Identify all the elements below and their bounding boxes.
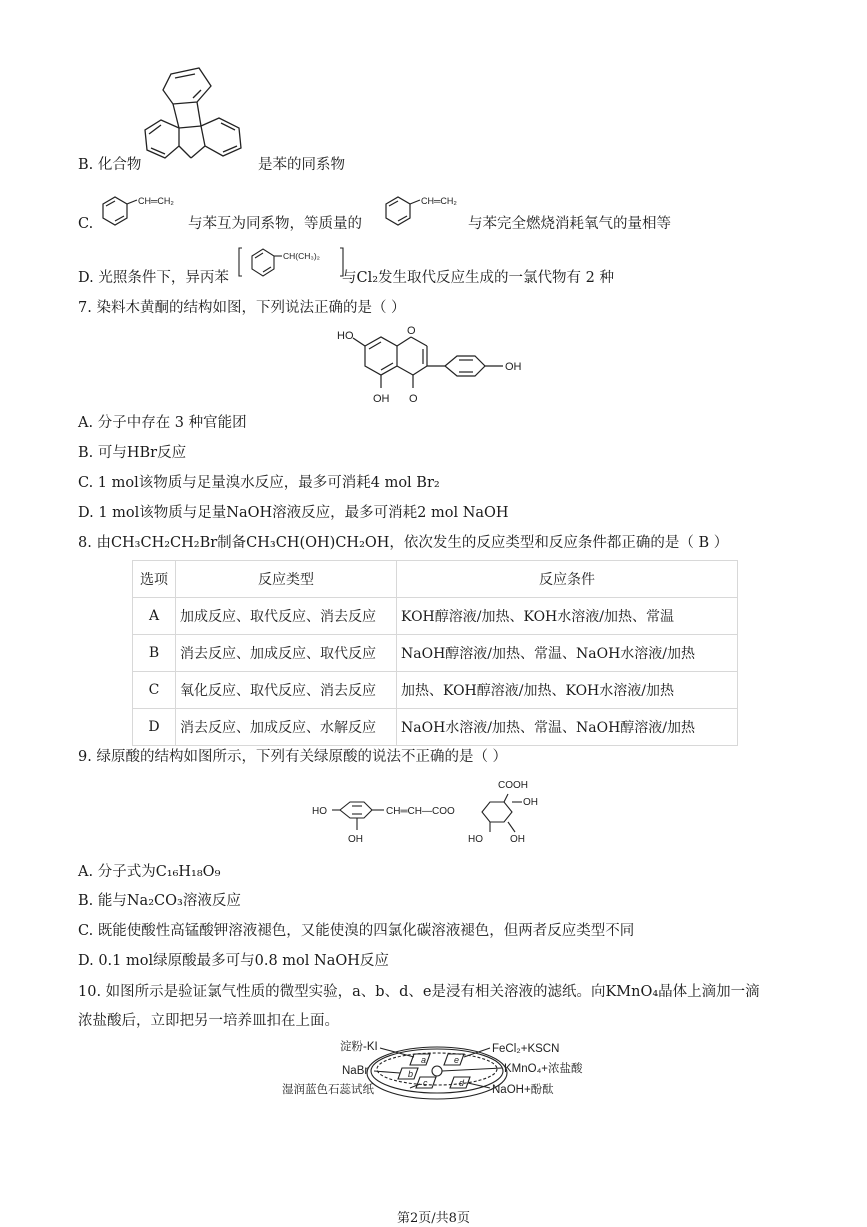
- row-reaction-condition: KOH醇溶液/加热、KOH水溶液/加热、常温: [397, 598, 738, 635]
- q6-option-d-label: D. 光照条件下，异丙苯: [78, 270, 229, 286]
- naoh-phenolphthalein-label: NaOH+酚酞: [492, 1084, 554, 1096]
- cumene-substituent-label: CH(CH₃)₂: [283, 251, 320, 261]
- q6-option-b-label: B. 化合物: [78, 157, 142, 173]
- q6-option-d-text: 与Cl₂发生取代反应生成的一氯代物有 2 种: [342, 270, 614, 286]
- q8-stem: 8. 由CH₃CH₂CH₂Br制备CH₃CH(OH)CH₂OH，依次发生的反应类型和反应条件都正确的是（ B ）: [78, 535, 729, 551]
- header-reaction-condition: 反应条件: [397, 561, 738, 598]
- litmus-paper-label: 湿润蓝色石蕊试纸: [282, 1084, 374, 1096]
- q9-option-c: C. 既能使酸性高锰酸钾溶液褪色，又能使溴的四氯化碳溶液褪色，但两者反应类型不同: [78, 923, 635, 939]
- row-reaction-condition: 加热、KOH醇溶液/加热、KOH水溶液/加热: [397, 672, 738, 709]
- q6-option-c-label: C.: [78, 216, 94, 232]
- genistein-oh-bottom-label: OH: [373, 393, 390, 405]
- q9-option-a: A. 分子式为C₁₆H₁₈O₉: [78, 864, 221, 880]
- genistein-ring-o-label: O: [407, 325, 416, 337]
- dish-letter-c: c: [423, 1078, 428, 1088]
- fecl2-kscn-label: FeCl₂+KSCN: [492, 1043, 560, 1055]
- kmno4-hcl-label: KMnO₄+浓盐酸: [504, 1063, 583, 1075]
- chlorogenic-acid-structure: [310, 772, 550, 850]
- q9-option-b: B. 能与Na₂CO₃溶液反应: [78, 893, 241, 909]
- row-option: B: [133, 635, 176, 672]
- table-header-row: [133, 561, 738, 598]
- q9-stem: 9. 绿原酸的结构如图所示，下列有关绿原酸的说法不正确的是（ ）: [78, 749, 508, 765]
- q7-option-b: B. 可与HBr反应: [78, 445, 187, 461]
- q6-option-c-text1: 与苯互为同系物，等质量的: [188, 216, 362, 232]
- cumene-structure: [236, 244, 346, 280]
- dish-letter-a: a: [421, 1055, 427, 1065]
- dish-letter-d: d: [459, 1078, 465, 1088]
- dish-letter-e: e: [454, 1055, 460, 1065]
- chlorogenic-oh-right-label: OH: [523, 797, 538, 808]
- genistein-carbonyl-o-label: O: [409, 393, 418, 405]
- table-row: [133, 598, 738, 635]
- header-reaction-type: 反应类型: [176, 561, 397, 598]
- page-number-footer: 第2页/共8页: [397, 1211, 470, 1226]
- row-reaction-condition: NaOH醇溶液/加热、常温、NaOH水溶液/加热: [397, 635, 738, 672]
- q6-option-c-text2: 与苯完全燃烧消耗氧气的量相等: [468, 216, 671, 232]
- dish-letter-b: b: [408, 1069, 414, 1079]
- row-option: D: [133, 709, 176, 746]
- genistein-ho-label: HO: [337, 330, 354, 342]
- row-reaction-type: 加成反应、取代反应、消去反应: [176, 598, 397, 635]
- row-option: C: [133, 672, 176, 709]
- row-reaction-type: 消去反应、加成反应、取代反应: [176, 635, 397, 672]
- header-option: 选项: [133, 561, 176, 598]
- styrene-structure: [95, 192, 190, 232]
- chlorogenic-ho-bottom-label: HO: [468, 834, 483, 845]
- starch-ki-label: 淀粉-KI: [340, 1041, 378, 1053]
- q8-options-table: [132, 560, 738, 746]
- chlorogenic-oh-bottom-right-label: OH: [510, 834, 525, 845]
- row-option: A: [133, 598, 176, 635]
- chlorogenic-oh-bottom-label: OH: [348, 834, 363, 845]
- chlorogenic-ho-left-label: HO: [312, 806, 327, 817]
- q7-option-d: D. 1 mol该物质与足量NaOH溶液反应，最多可消耗2 mol NaOH: [78, 505, 509, 521]
- styrene-substituent-label: CH═CH₂: [138, 196, 174, 206]
- row-reaction-type: 消去反应、加成反应、水解反应: [176, 709, 397, 746]
- chlorogenic-cooh-label: COOH: [498, 780, 528, 791]
- q7-option-c: C. 1 mol该物质与足量溴水反应，最多可消耗4 mol Br₂: [78, 475, 440, 491]
- triptycene-structure: [135, 62, 265, 172]
- genistein-structure: [335, 320, 535, 410]
- styrene-structure-2: [378, 192, 473, 232]
- table-row: [133, 672, 738, 709]
- table-row: [133, 709, 738, 746]
- row-reaction-type: 氧化反应、取代反应、消去反应: [176, 672, 397, 709]
- genistein-oh-right-label: OH: [505, 361, 522, 373]
- row-reaction-condition: NaOH水溶液/加热、常温、NaOH醇溶液/加热: [397, 709, 738, 746]
- q7-stem: 7. 染料木黄酮的结构如图，下列说法正确的是（ ）: [78, 300, 406, 316]
- petri-dish-diagram: [280, 1035, 600, 1110]
- q9-option-d: D. 0.1 mol绿原酸最多可与0.8 mol NaOH反应: [78, 953, 389, 969]
- q7-option-a: A. 分子中存在 3 种官能团: [78, 415, 247, 431]
- q6-option-b-text: 是苯的同系物: [258, 157, 345, 173]
- q10-stem-line2: 浓盐酸后，立即把另一培养皿扣在上面。: [78, 1013, 339, 1029]
- q10-stem-line1: 10. 如图所示是验证氯气性质的微型实验，a、b、d、e是浸有相关溶液的滤纸。向KMnO₄晶体上滴加一滴: [78, 984, 760, 1000]
- styrene-substituent-label-2: CH═CH₂: [421, 196, 457, 206]
- nabr-label: NaBr: [342, 1065, 369, 1077]
- chlorogenic-ester-chain-label: CH═CH—COO: [386, 806, 455, 817]
- table-row: [133, 635, 738, 672]
